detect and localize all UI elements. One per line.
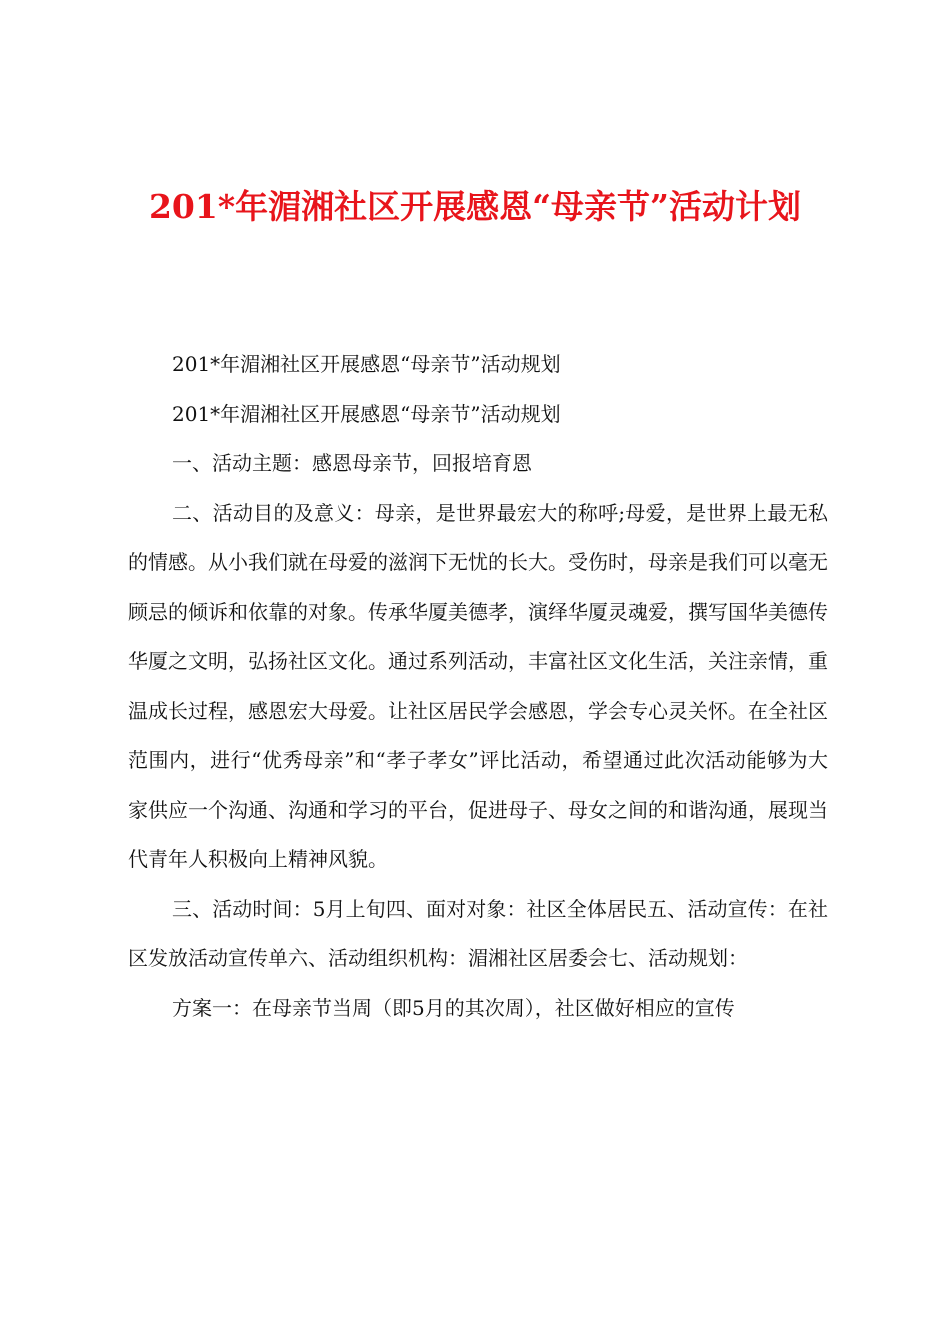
- paragraph: 二、活动目的及意义：母亲，是世界最宏大的称呼;母爱，是世界上最无私的情感。从小我们就在母爱的滋润下无忧的长大。受伤时，母亲是我们可以毫无顾忌的倾诉和依靠的对象。传承华厦美德孝，演绎华厦灵魂爱，撰写国华美德传华厦之文明，弘扬社区文化。通过系列活动，丰富社区文化生活，关注亲情，重温成长过程，感恩宏大母爱。让社区居民学会感恩，学会专心灵关怀。在全社区范围内，进行“优秀母亲”和“孝子孝女”评比活动，希望通过此次活动能够为大家供应一个沟通、沟通和学习的平台，促进母子、母女之间的和谐沟通，展现当代青年人积极向上精神风貌。: [128, 500, 828, 871]
- document-title: 201*年湄湘社区开展感恩“母亲节”活动计划: [148, 187, 802, 226]
- paragraph: 三、活动时间：5月上旬四、面对对象：社区全体居民五、活动宣传：在社区发放活动宣传单六、活动组织机构：湄湘社区居委会七、活动规划：: [128, 896, 828, 970]
- paragraph: 201*年湄湘社区开展感恩“母亲节”活动规划: [172, 401, 561, 426]
- paragraph: 方案一：在母亲节当周（即5月的其次周），社区做好相应的宣传: [172, 995, 735, 1020]
- paragraph: 一、活动主题：感恩母亲节，回报培育恩: [172, 451, 532, 475]
- document-body: [128, 340, 828, 1033]
- paragraph: 201*年湄湘社区开展感恩“母亲节”活动规划: [172, 352, 561, 376]
